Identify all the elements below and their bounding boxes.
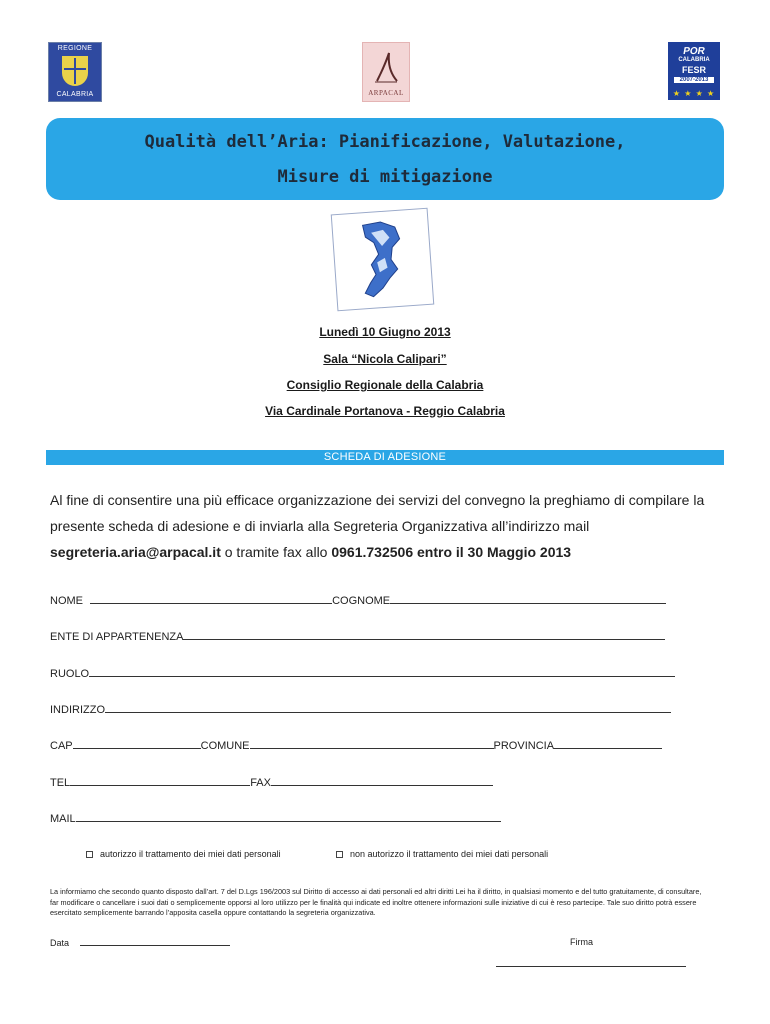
mail-label: MAIL [50, 813, 76, 825]
fax-deadline: 0961.732506 entro il 30 Maggio 2013 [331, 544, 572, 560]
calabria-map-icon [332, 209, 433, 310]
ente-field[interactable] [183, 630, 665, 640]
indirizzo-field[interactable] [105, 703, 671, 713]
privacy-notice: La informiamo che secondo quanto disposto dall’art. 7 del D.Lgs 196/2003 sul Diritto di accesso ai dati personali ed altri diritti Lei ha il diritto, in qualsiasi momento e del tutto gratuitamente, di consultare, far modificare o cancellare i suoi dati o semplicemente opporsi al loro utilizzo per le finalità qui indicate ed inoltre ottenere informazioni sulle iniziative di cui è reso partecipe. Tale suo diritto potrà essere esercitato semplicemente barrando l’apposita casella oppure contattando la segreteria organizzativa. [50, 887, 702, 917]
arpacal-logo [362, 42, 410, 102]
row-nome-cognome [50, 594, 666, 607]
regione-shield-icon [62, 56, 88, 86]
consent-no-label: non autorizzo il trattamento dei miei dati personali [350, 849, 549, 859]
title-line-2: Misure di mitigazione [277, 167, 493, 187]
nome-label: NOME [50, 595, 83, 607]
row-mail [50, 812, 501, 825]
cap-field[interactable] [73, 739, 201, 749]
event-room: Sala “Nicola Calipari” [323, 352, 447, 366]
ente-label: ENTE DI APPARTENENZA [50, 631, 184, 643]
consent-yes[interactable] [86, 849, 281, 859]
row-tel-fax [50, 776, 493, 789]
por-fesr-logo [668, 42, 720, 100]
fax-field[interactable] [271, 776, 493, 786]
title-banner [46, 118, 724, 200]
cognome-label: COGNOME [332, 595, 391, 607]
row-cap-comune-provincia [50, 739, 662, 752]
consent-no-checkbox[interactable] [336, 851, 343, 858]
comune-label: COMUNE [200, 740, 250, 752]
por-logo-years: 2007-2013 [674, 77, 714, 83]
firma-label: Firma [570, 937, 593, 947]
consent-yes-checkbox[interactable] [86, 851, 93, 858]
por-logo-text: POR [682, 46, 706, 57]
event-venue: Consiglio Regionale della Calabria [286, 378, 484, 392]
ruolo-label: RUOLO [50, 668, 90, 680]
tel-field[interactable] [70, 776, 250, 786]
regione-logo-bottom-text: CALABRIA [56, 91, 94, 98]
cap-label: CAP [50, 740, 73, 752]
firma-field[interactable] [496, 966, 686, 967]
indirizzo-label: INDIRIZZO [50, 704, 105, 716]
regione-calabria-logo [48, 42, 102, 102]
tel-label: TEL [50, 777, 71, 789]
scheda-adesione-banner: SCHEDA DI ADESIONE [46, 450, 724, 465]
cognome-field[interactable] [390, 594, 666, 604]
intro-paragraph: Al fine di consentire una più efficace organizzazione dei servizi del convegno la preghiamo di compilare la presente scheda di adesione e di inviarla alla Segreteria Organizzativa all’indirizzo mail segreteria.aria@arpacal.it o tramite fax allo 0961.732506 entro il 30 Maggio 2013 [50, 492, 705, 560]
arpacal-mark-icon [373, 51, 399, 85]
data-row [50, 937, 230, 948]
row-ente [50, 630, 665, 643]
row-indirizzo [50, 703, 671, 716]
secretariat-email-link[interactable]: segreteria.aria@arpacal.it [50, 544, 221, 560]
ruolo-field[interactable] [89, 667, 675, 677]
data-field[interactable] [80, 937, 230, 946]
title-line-1: Qualità dell’Aria: Pianificazione, Valutazione, [144, 132, 626, 152]
arpacal-logo-text: ARPACAL [368, 89, 404, 97]
calabria-map-image [331, 208, 435, 312]
por-logo-region: CALABRIA [678, 57, 710, 63]
event-address: Via Cardinale Portanova - Reggio Calabria [265, 404, 505, 418]
consent-yes-label: autorizzo il trattamento dei miei dati personali [100, 849, 281, 859]
data-label: Data [50, 938, 70, 948]
por-logo-fesr: FESR [681, 65, 706, 75]
regione-logo-top-text: REGIONE [57, 45, 93, 52]
provincia-label: PROVINCIA [493, 740, 555, 752]
comune-field[interactable] [250, 739, 494, 749]
consent-no[interactable] [336, 849, 548, 859]
eu-stars-icon: ★ ★ ★ ★ [672, 89, 716, 98]
nome-field[interactable] [90, 594, 332, 604]
fax-label: FAX [250, 777, 271, 789]
mail-field[interactable] [76, 812, 501, 822]
row-ruolo [50, 667, 675, 680]
event-date: Lunedì 10 Giugno 2013 [319, 325, 451, 339]
provincia-field[interactable] [554, 739, 662, 749]
